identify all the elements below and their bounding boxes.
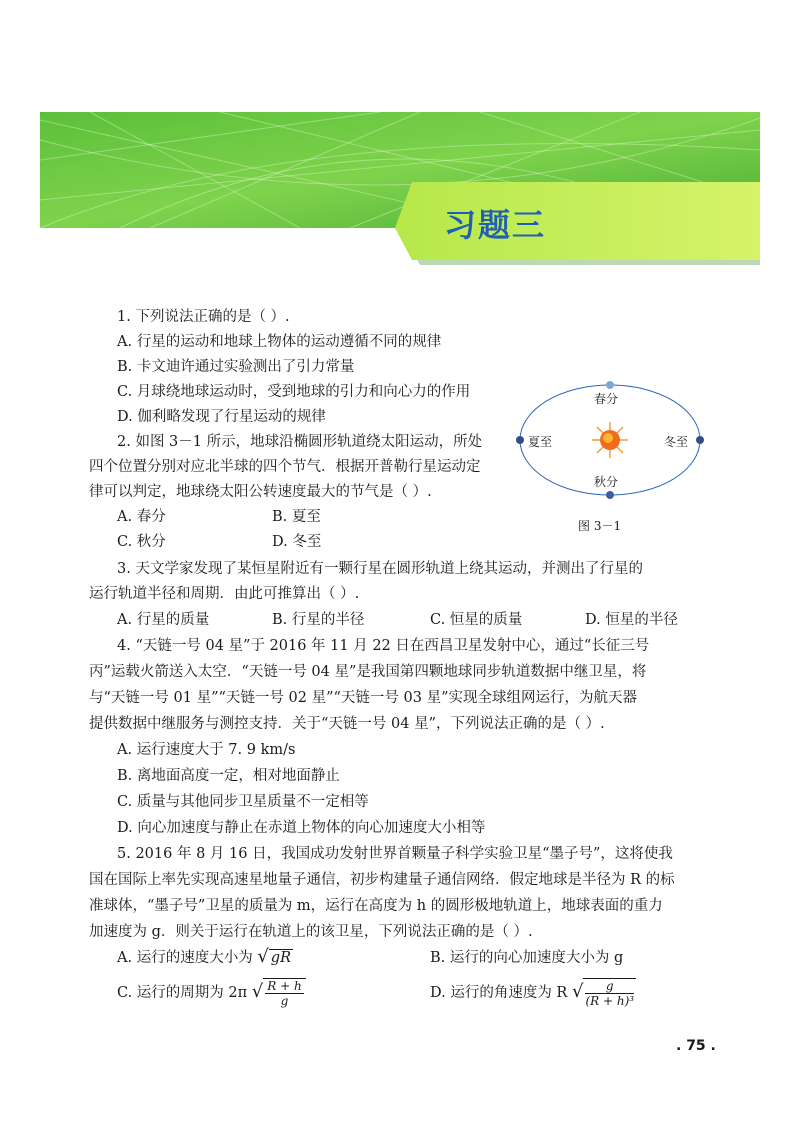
question-5-option-c: C. 运行的周期为 2π √ $\frac{R + h}{g}$ (117, 978, 306, 1008)
question-3-option-c: C. 恒星的质量 (430, 612, 523, 628)
question-2-option-c: C. 秋分 (117, 534, 166, 550)
question-2-option-b: B. 夏至 (272, 509, 321, 525)
question-5-option-a: A. 运行的速度大小为 √ gR (117, 946, 291, 967)
question-2-option-a: A. 春分 (117, 509, 166, 525)
question-2-line-1: 2. 如图 3－1 所示，地球沿椭圆形轨道绕太阳运动，所处 (117, 434, 483, 450)
question-5-option-d: D. 运行的角速度为 R √ $\frac{g}{\text{(R + h)³}}$ (430, 979, 635, 1008)
question-4-option-b: B. 离地面高度一定，相对地面静止 (117, 768, 340, 784)
question-4-line-3: 与“天链一号 01 星”“天链一号 02 星”“天链一号 03 星”实现全球组网运行，为航天器 (89, 690, 637, 706)
option-a-formula: gR (270, 950, 291, 966)
option-c-formula: $\frac{R + h}{g}$ (263, 978, 305, 1008)
question-2-option-d: D. 冬至 (272, 534, 322, 550)
label-spring: 春分 (594, 392, 619, 406)
question-4-line-1: 4. “天链一号 04 星”于 2016 年 11 月 22 日在西昌卫星发射中心，通过“长征三号 (117, 638, 650, 654)
question-1-option-a: A. 行星的运动和地球上物体的运动遵循不同的规律 (117, 334, 442, 350)
question-1-option-b: B. 卡文迪许通过实验测出了引力常量 (117, 359, 355, 375)
question-1-option-d: D. 伽利略发现了行星运动的规律 (117, 409, 326, 425)
question-3-option-d: D. 恒星的半径 (585, 612, 678, 628)
question-4-line-4: 提供数据中继服务与测控支持．关于“天链一号 04 星”，下列说法正确的是（ ）. (89, 716, 605, 732)
label-autumn: 秋分 (594, 475, 619, 489)
page-number: . 75 . (676, 1038, 716, 1054)
earth-summer-icon (516, 436, 524, 444)
question-3-line-1: 3. 天文学家发现了某恒星附近有一颗行星在圆形轨道上绕其运动，并测出了行星的 (117, 561, 643, 577)
sun-icon (592, 422, 628, 458)
earth-autumn-icon (606, 491, 614, 499)
question-5-line-3: 准球体，“墨子号”卫星的质量为 m，运行在高度为 h 的圆形极地轨道上，地球表面的重力 (89, 898, 663, 914)
figure-caption: 图 3－1 (578, 519, 622, 533)
option-a-text: A. 运行的速度大小为 (117, 950, 253, 966)
exercise-title: 习题三 (444, 206, 547, 244)
question-5-line-1: 5. 2016 年 8 月 16 日，我国成功发射世界首颗量子科学实验卫星“墨子号”，这将使我 (117, 846, 673, 862)
label-winter: 冬至 (664, 435, 689, 449)
question-1-option-c: C. 月球绕地球运动时，受到地球的引力和向心力的作用 (117, 384, 471, 400)
question-2-line-3: 律可以判定，地球绕太阳公转速度最大的节气是（ ）. (89, 484, 432, 500)
question-3-option-a: A. 行星的质量 (117, 612, 210, 628)
option-d-formula: $\frac{g}{\text{(R + h)³}}$ (585, 979, 635, 1008)
question-4-option-d: D. 向心加速度与静止在赤道上物体的向心加速度大小相等 (117, 820, 486, 836)
question-4-option-a: A. 运行速度大于 7. 9 km/s (117, 742, 296, 758)
question-3-line-2: 运行轨道半径和周期．由此可推算出（ ）. (89, 586, 360, 602)
question-5-line-2: 国在国际上率先实现高速星地量子通信，初步构建量子通信网络．假定地球是半径为 R 的标 (89, 872, 675, 888)
earth-spring-icon (606, 381, 614, 389)
question-5-line-4: 加速度为 g．则关于运行在轨道上的该卫星，下列说法正确的是（ ）. (89, 924, 533, 940)
question-4-option-c: C. 质量与其他同步卫星质量不一定相等 (117, 794, 369, 810)
question-1-stem: 1. 下列说法正确的是（ ）. (117, 309, 290, 325)
question-4-line-2: 丙”运载火箭送入太空．“天链一号 04 星”是我国第四颗地球同步轨道数据中继卫星，将 (89, 664, 647, 680)
question-2-line-2: 四个位置分别对应北半球的四个节气．根据开普勒行星运动定 (89, 459, 481, 475)
label-summer: 夏至 (528, 435, 553, 449)
question-3-option-b: B. 行星的半径 (272, 612, 365, 628)
question-5-option-b: B. 运行的向心加速度大小为 g (430, 950, 624, 966)
earth-winter-icon (696, 436, 704, 444)
option-d-text: D. 运行的角速度为 R (430, 985, 568, 1001)
option-c-text: C. 运行的周期为 2π (117, 985, 248, 1001)
